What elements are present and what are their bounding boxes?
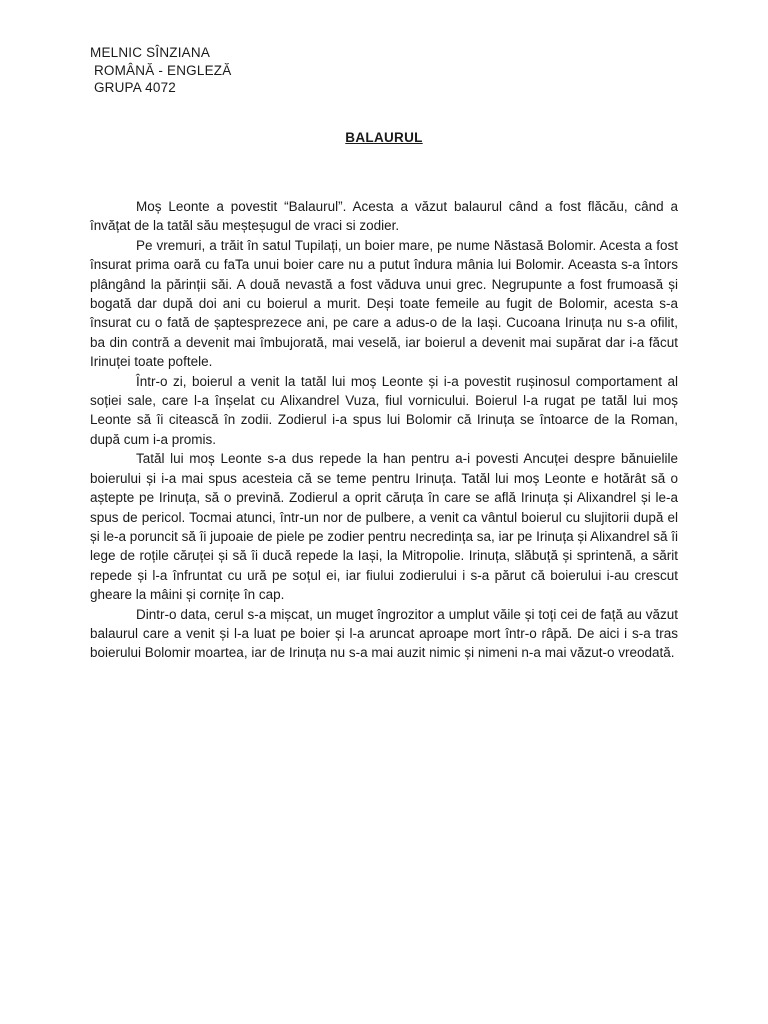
group-number: GRUPA 4072	[90, 80, 176, 95]
paragraph: Într-o zi, boierul a venit la tatăl lui moș Leonte și i-a povestit rușinosul comportament al soției sale, care l-a înșelat cu Alixandrel Vuza, fiul vornicului. Boierul l-a rugat pe tatăl lui moș Leonte să îi citească în zodii. Zodierul i-a spus lui Bolomir că Irinuța se întoarce de la Roman, după cum i-a promis.	[90, 373, 678, 447]
paragraph: Tatăl lui moș Leonte s-a dus repede la han pentru a-i povesti Ancuței despre bănuielile boierului și i-a mai spus acesteia că se teme pentru Irinuța. Tatăl lui moș Leonte e hotărât să o aștepte pe Irinuța, să o prevină. Zodierul a oprit căruța în care se află Irinuța și Alixandrel și le-a spus de pericol. Tocmai atunci, într-un nor de pulbere, a venit ca vântul boierul cu slujitorii după el și le-a poruncit să îi jupoaie de piele pe zodier pentru necredința sa, iar pe Irinuța și Alixandrel să îi lege de roțile căruței și să îi ducă repede la Iași, la Mitropolie. Irinuța, slăbuță și sprintenă, a sărit repede și l-a înfruntat cu ură pe soțul ei, iar fiului zodierului i s-a părut că boierului i-au crescut gheare la mâini și cornițe în cap.	[90, 451, 678, 603]
paragraph: Moș Leonte a povestit “Balaurul”. Acesta a văzut balaurul când a fost flăcău, când a învățat de la tatăl său meșteșugul de vraci si zodier.	[90, 199, 678, 234]
document-title: BALAURUL	[345, 130, 423, 145]
document-body	[90, 197, 678, 663]
paragraph: Dintr-o data, cerul s-a mișcat, un muget îngrozitor a umplut văile și toți cei de față au văzut balaurul care a venit și l-a luat pe boier și l-a aruncat aproape mort într-o râpă. De aici i s-a tras boierului Bolomir moartea, iar de Irinuța nu s-a mai auzit nimic și nimeni n-a mai văzut-o vreodată.	[90, 606, 678, 661]
specialization: ROMÂNĂ - ENGLEZĂ	[90, 62, 232, 78]
paragraph: Pe vremuri, a trăit în satul Tupilați, un boier mare, pe nume Năstasă Bolomir. Acesta a fost însurat prima oară cu faTa unui boier care nu a putut îndura mânia lui Bolomir. Aceasta s-a întors plângând la părinții săi. A două nevastă a fost văduva unui grec. Negrupunte a fost frumoasă și bogată dar după doi ani cu boierul a murit. Deși toate femeile au fugit de Bolomir, acesta s-a însurat cu o fată de șaptesprezece ani, pe care a adus-o de la Iași. Cucoana Irinuța nu s-a ofilit, ba din contră a devenit mai îmbujorată, mai veselă, iar boierul a devenit mai supărat dar i-a făcut Irinuței toate poftele.	[90, 237, 678, 370]
author-header	[90, 44, 231, 97]
author-name: MELNIC SÎNZIANA	[90, 45, 211, 60]
